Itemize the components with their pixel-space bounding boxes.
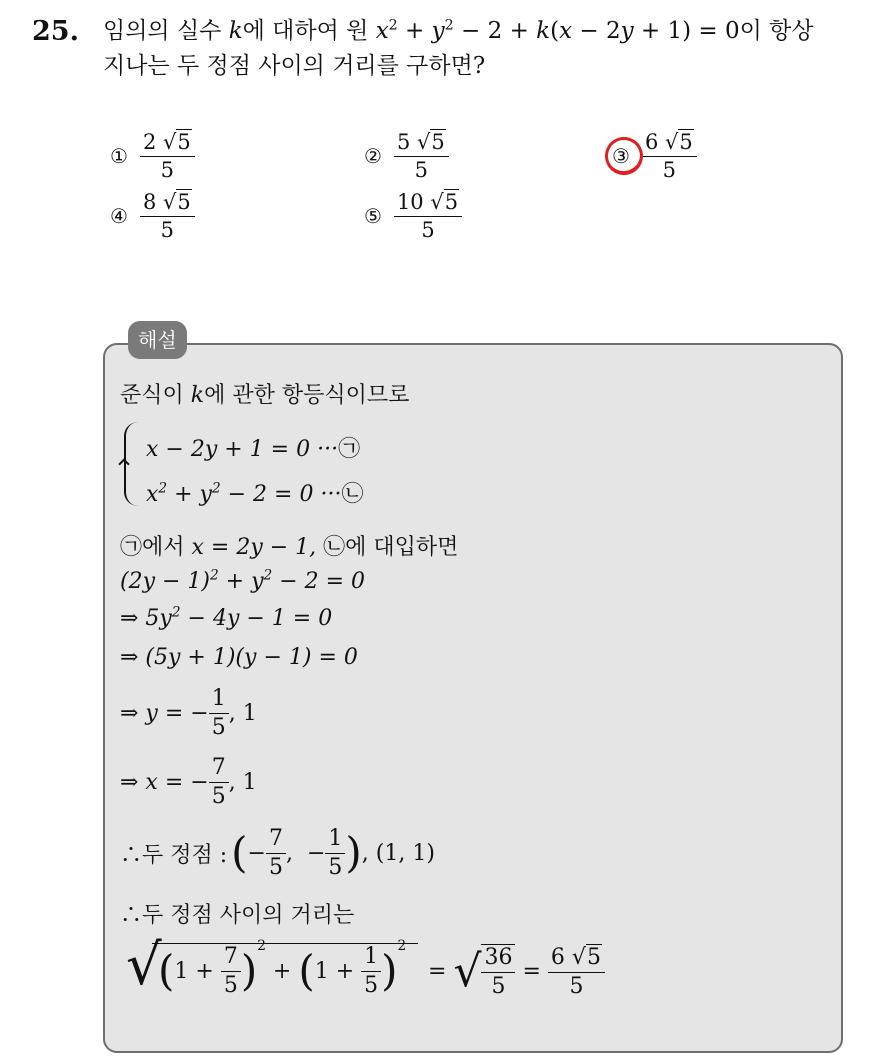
mark-nieun: ㉡ bbox=[341, 482, 364, 507]
variable-k: k bbox=[190, 383, 205, 408]
variable-y: y bbox=[620, 18, 634, 44]
equation-part: ( bbox=[550, 18, 560, 44]
solution-line-10: ∴두 정점 : ( − $\frac{7}{5}$ , − $\frac{1}{5}$ ) , (1, 1) bbox=[120, 826, 435, 880]
fraction: $\frac{7}{5}$ bbox=[209, 755, 229, 809]
variable-y: y bbox=[431, 18, 445, 44]
equation-part: − 2 + bbox=[453, 18, 537, 44]
solution-line-9: ⇒ x = − $\frac{7}{5}$ , 1 bbox=[120, 755, 257, 809]
choice-fraction: $\frac{2 √5}{5}$ bbox=[140, 130, 195, 182]
radicand: 5 bbox=[431, 130, 445, 154]
equation-part: − 2 bbox=[572, 18, 621, 44]
exponent: 2 bbox=[388, 17, 398, 34]
choice-3[interactable] bbox=[612, 130, 697, 182]
question-text bbox=[103, 14, 873, 84]
choice-number-circled: ③ bbox=[612, 144, 630, 168]
distance-result: = √ $\frac{36}{5}$ = $\frac{6 √5}{5}$ bbox=[428, 944, 605, 999]
solution-line-8: ⇒ y = − $\frac{1}{5}$ , 1 bbox=[120, 686, 257, 740]
variable-k: k bbox=[228, 18, 243, 44]
denominator: 5 bbox=[421, 218, 435, 242]
question-text-line2: 지나는 두 정점 사이의 거리를 구하면? bbox=[103, 53, 486, 79]
fraction: $\frac{7}{5}$ bbox=[221, 944, 241, 998]
choice-5[interactable] bbox=[364, 190, 462, 242]
choice-fraction: $\frac{8 √5}{5}$ bbox=[140, 190, 195, 242]
choice-1[interactable] bbox=[110, 130, 195, 182]
fraction: $\frac{6 √5}{5}$ bbox=[548, 945, 605, 999]
question-text-part: 에 대하여 원 bbox=[242, 18, 376, 44]
solution-label: 해설 bbox=[128, 321, 187, 359]
equation-part: + 1) = 0 bbox=[633, 18, 740, 44]
denominator: 5 bbox=[160, 158, 175, 182]
choice-number: ② bbox=[364, 144, 382, 168]
choice-number: ⑤ bbox=[364, 204, 382, 228]
denominator: 5 bbox=[414, 158, 429, 182]
choice-2[interactable] bbox=[364, 130, 449, 182]
solution-line-7: ⇒ (5y + 1)(y − 1) = 0 bbox=[120, 645, 358, 670]
distance-expression: ( 1 + $\frac{7}{5}$ ) 2 + ( 1 + $\frac{1}{5}$ ) 2 bbox=[158, 938, 407, 998]
question-number: 25. bbox=[32, 16, 79, 47]
system-equation-2: $x^2 + y^2 - 2 = 0$ ···㉡ bbox=[146, 480, 364, 507]
solution-line-4: ㉠에서 x = 2y − 1, ㉡에 대입하면 bbox=[120, 535, 459, 560]
fraction: $\frac{36}{5}$ bbox=[481, 944, 515, 999]
operator: + bbox=[397, 18, 432, 44]
radical-sign-large: √ bbox=[126, 933, 162, 998]
denominator: 5 bbox=[662, 158, 677, 182]
variable-x: x bbox=[375, 18, 389, 44]
variable-k: k bbox=[536, 18, 551, 44]
fraction: $\frac{1}{5}$ bbox=[209, 686, 229, 740]
choice-fraction: $\frac{6 √5}{5}$ bbox=[642, 130, 697, 182]
choice-number: ④ bbox=[110, 204, 128, 228]
choice-fraction: $\frac{10 √5}{5}$ bbox=[394, 190, 462, 242]
choice-fraction: $\frac{5 √5}{5}$ bbox=[394, 130, 449, 182]
exponent: 2 bbox=[444, 17, 454, 34]
choice-4[interactable] bbox=[110, 190, 195, 242]
choice-number: ① bbox=[110, 144, 128, 168]
radicand: 5 bbox=[444, 190, 459, 214]
mark-giyeok: ㉠ bbox=[338, 437, 361, 462]
coefficient: 10 bbox=[396, 190, 424, 214]
solution-line-6: ⇒ $5y^2 - 4y - 1 = 0$ bbox=[120, 604, 333, 631]
variable-x: x bbox=[559, 18, 573, 44]
solution-line-1: 준식이 k에 관한 항등식이므로 bbox=[120, 383, 410, 408]
question-text-part: 임의의 실수 bbox=[103, 18, 229, 44]
radicand: 5 bbox=[177, 190, 191, 214]
radicand: 5 bbox=[177, 130, 191, 154]
system-equation-1: x − 2y + 1 = 0 ···㉠ bbox=[146, 437, 361, 462]
radicand: 5 bbox=[679, 130, 693, 154]
denominator: 5 bbox=[160, 218, 175, 242]
coefficient: 5 bbox=[396, 130, 411, 154]
solution-line-5: $(2y - 1)^2 + y^2 - 2 = 0$ bbox=[120, 567, 366, 594]
coefficient: 2 bbox=[142, 130, 157, 154]
fraction: $\frac{1}{5}$ bbox=[325, 826, 345, 880]
coefficient: 8 bbox=[142, 190, 157, 214]
fraction: $\frac{7}{5}$ bbox=[266, 826, 286, 880]
fraction: $\frac{1}{5}$ bbox=[361, 944, 381, 998]
red-circle-answer-mark bbox=[601, 133, 648, 180]
solution-line-11: ∴두 정점 사이의 거리는 bbox=[120, 903, 355, 928]
coefficient: 6 bbox=[644, 130, 659, 154]
question-text-part: 이 항상 bbox=[739, 18, 814, 44]
